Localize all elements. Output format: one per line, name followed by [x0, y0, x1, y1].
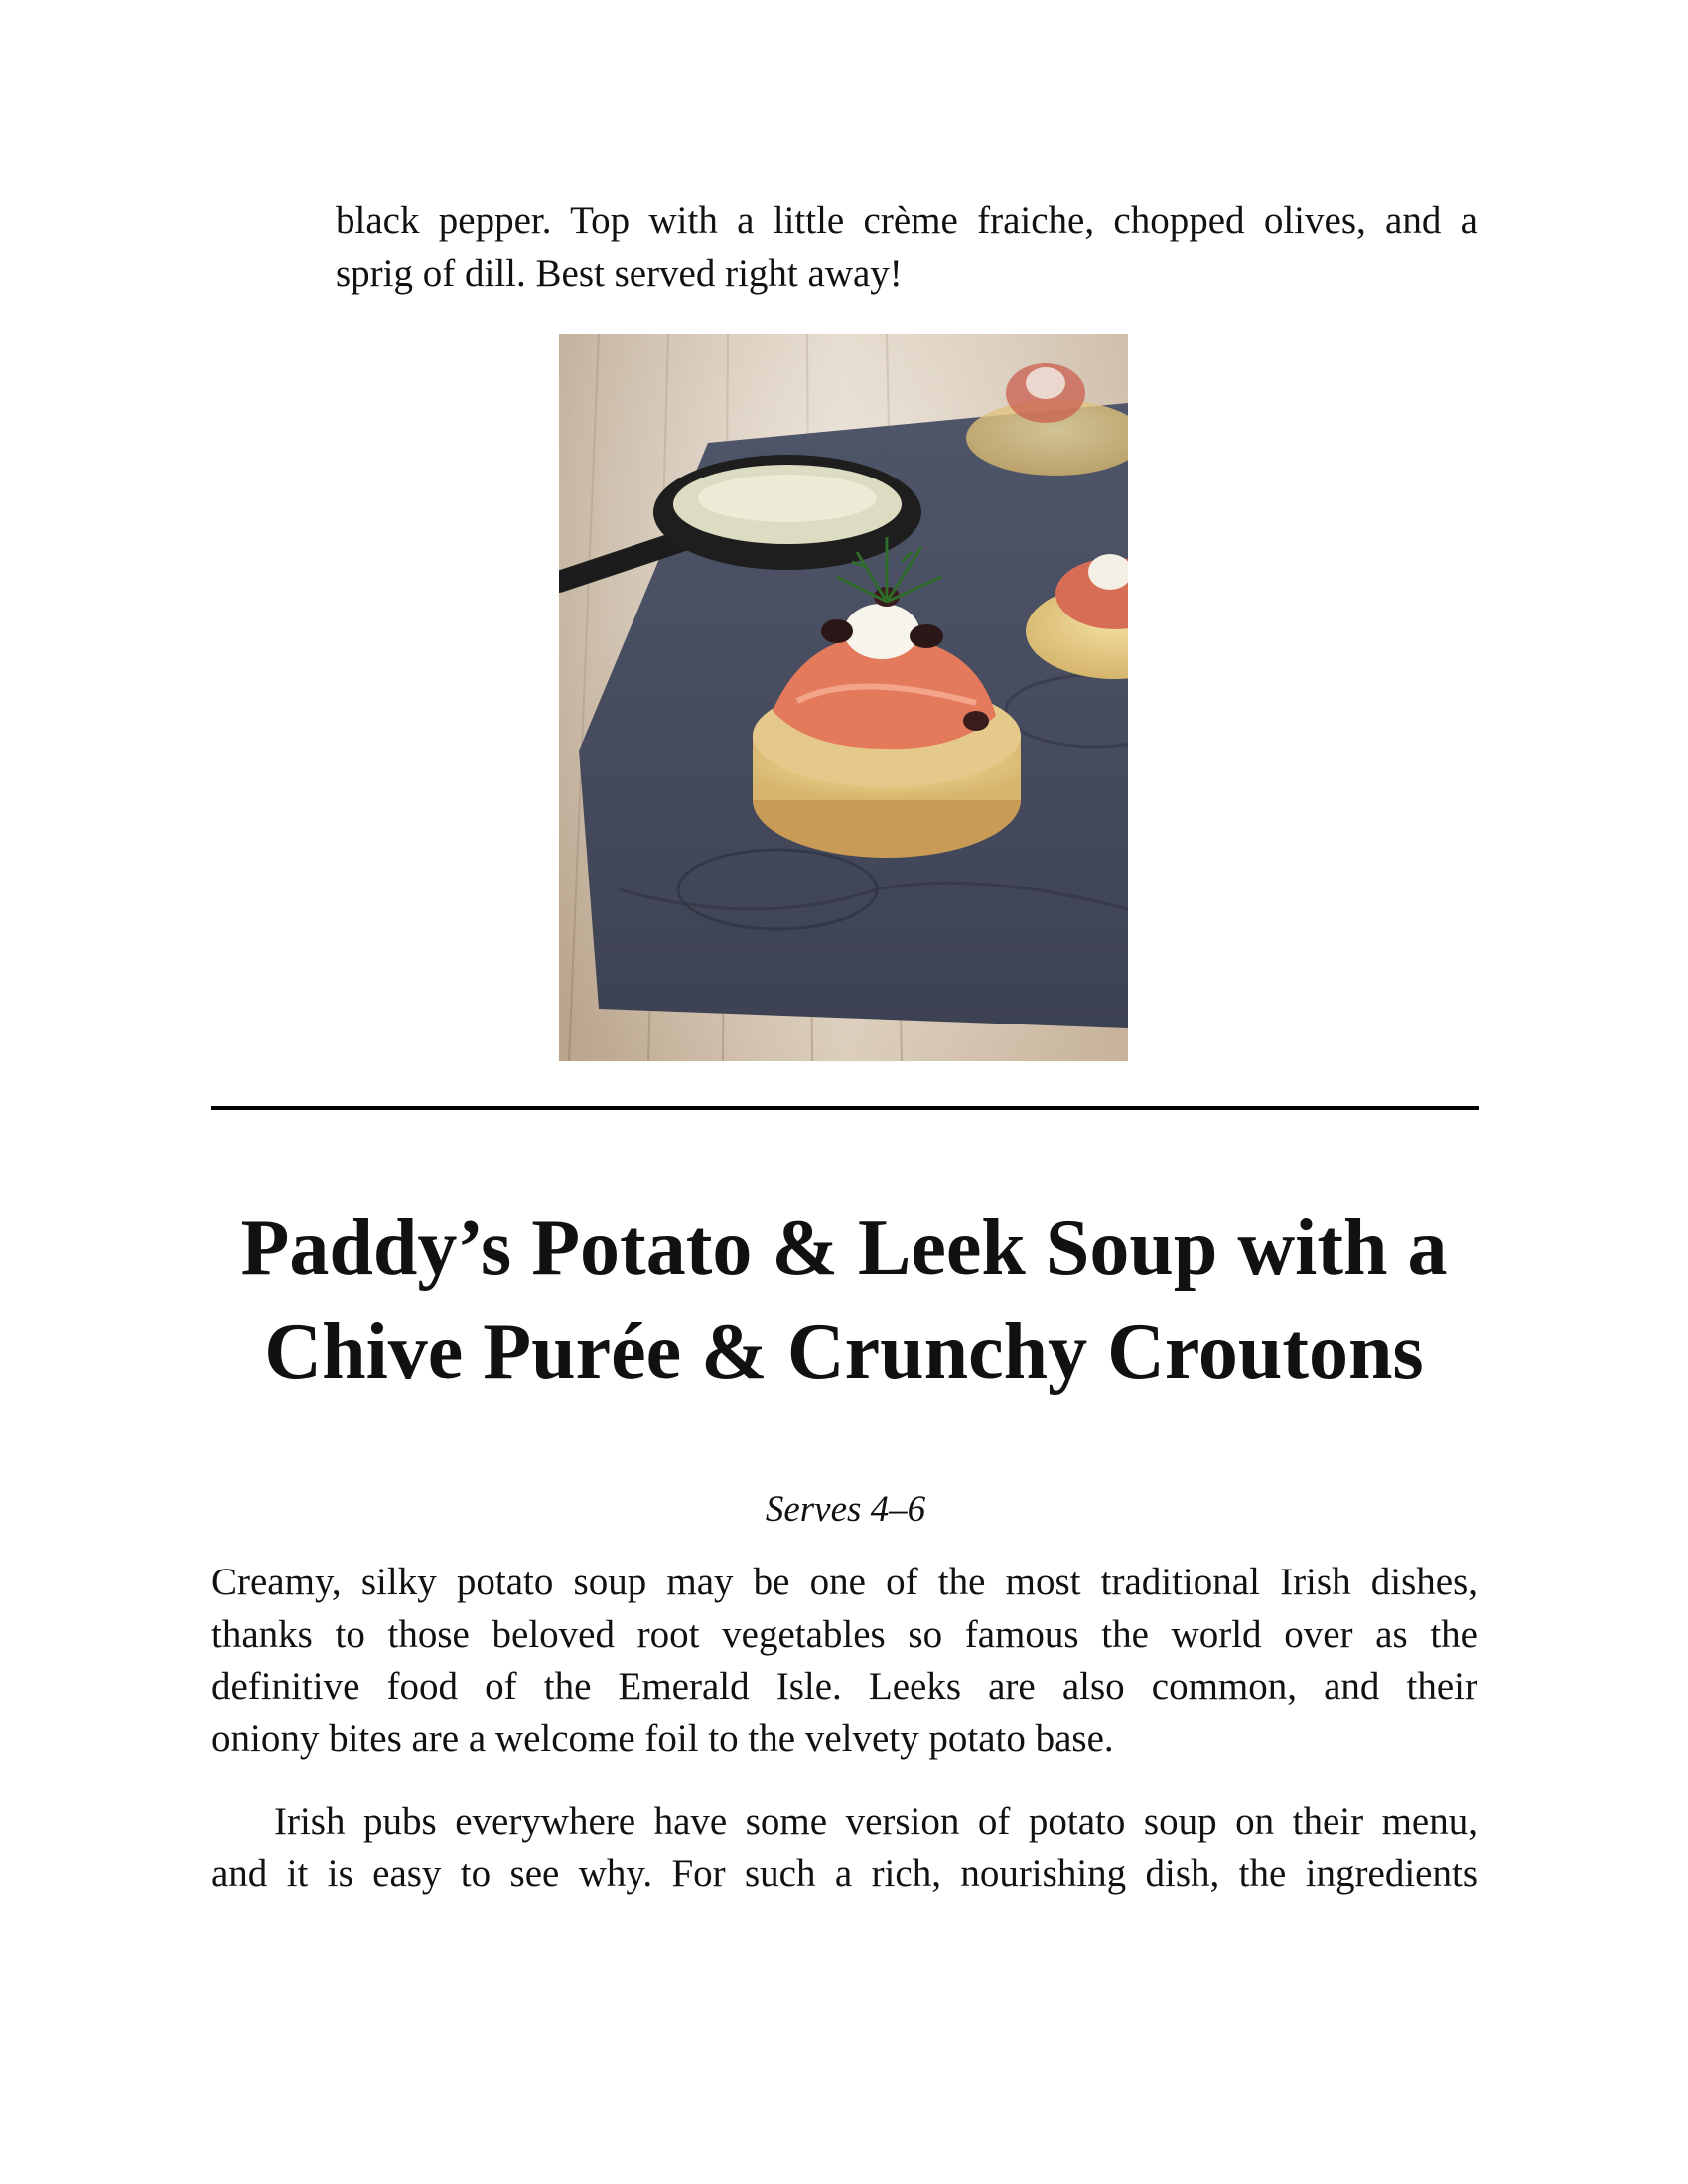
text-line: black pepper. Top with a little crème fraiche, chopped olives, and a [336, 200, 1477, 242]
servings: Serves 4–6 [765, 1489, 926, 1530]
section-divider [211, 1106, 1479, 1110]
text-line: and it is easy to see why. For such a rich, nourishing dish, the ingredients [211, 1851, 1477, 1895]
title-line: Paddy’s Potato & Leek Soup with a [240, 1204, 1448, 1292]
text-line: oniony bites are a welcome foil to the velvety potato base. [211, 1716, 1114, 1760]
text-line: sprig of dill. Best served right away! [336, 252, 903, 295]
recipe-title [179, 1196, 1509, 1405]
text-line: definitive food of the Emerald Isle. Leeks are also common, and their [211, 1665, 1477, 1707]
text-line: Creamy, silky potato soup may be one of the most traditional Irish dishes, [211, 1561, 1477, 1603]
previous-recipe-text [336, 195, 1477, 300]
text-line: Irish pubs everywhere have some version of potato soup on their menu, [274, 1800, 1477, 1843]
food-photo [559, 334, 1128, 1061]
intro-paragraph [211, 1557, 1477, 1765]
text-line: thanks to those beloved root vegetables so famous the world over as the [211, 1612, 1477, 1656]
food-photo-icon [559, 334, 1128, 1061]
body-paragraph [211, 1796, 1477, 1900]
title-line: Chive Purée & Crunchy Croutons [264, 1308, 1424, 1396]
